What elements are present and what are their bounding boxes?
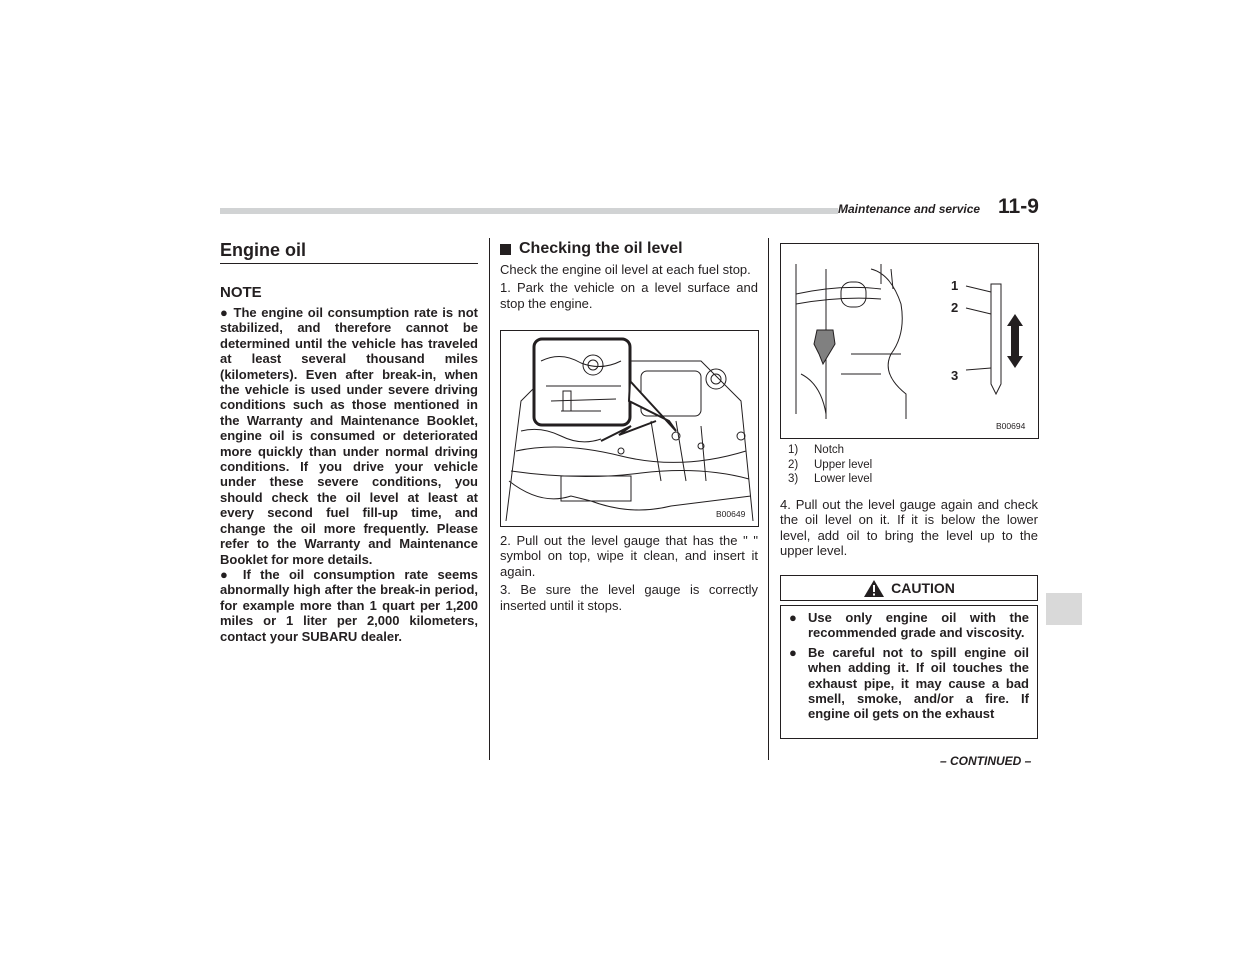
- dipstick-figure: [780, 243, 1039, 439]
- subsection-title: Checking the oil level: [519, 240, 683, 257]
- bullet-icon: ●: [789, 610, 797, 625]
- step-intro: Check the engine oil level at each fuel stop.: [500, 262, 751, 277]
- dipstick-illustration: [781, 244, 1038, 438]
- continued-label: – CONTINUED –: [940, 754, 1032, 768]
- step-1: 1. Park the vehicle on a level surface and stop the engine.: [500, 280, 758, 311]
- page-number: 11-9: [998, 195, 1039, 218]
- header-section-title: Maintenance and service: [838, 202, 981, 216]
- step-4: 4. Pull out the level gauge again and check the oil level on it. If it is below the lower level, add oil to bring the level up to the upper level.: [780, 497, 1038, 559]
- engine-bay-illustration: [501, 331, 758, 526]
- step-3: 3. Be sure the level gauge is correctly inserted until it stops.: [500, 582, 758, 613]
- callout-2: 2: [951, 300, 959, 315]
- warning-triangle-icon: [863, 579, 885, 598]
- subsection-heading: [500, 240, 758, 258]
- figure-code: B00694: [996, 421, 1026, 431]
- section-heading: Engine oil: [220, 240, 478, 264]
- column-divider: [489, 238, 490, 760]
- legend-item: 3) Lower level: [788, 473, 873, 485]
- figure-legend: [780, 443, 1038, 487]
- caution-title: CAUTION: [891, 580, 955, 596]
- callout-1: 1: [951, 278, 959, 293]
- note-paragraph-1: ● The engine oil consumption rate is not stabilized, and therefore cannot be determined until the vehicle has traveled at least several thousand miles (kilometers). Even after break-in, when the vehicle is used under severe driving conditions such as those mentioned in the Warranty and Maintenance Booklet, engine oil is consumed or deteriorated more quickly than under normal driving conditions. If you drive your vehicle under these severe conditions, you should check the oil level at least at every second fuel fill-up time, and change the oil more frequently. Please refer to the Warranty and Maintenance Booklet for more details.: [220, 305, 478, 567]
- caution-item: ● Use only engine oil with the recommended grade and viscosity.: [789, 610, 1029, 641]
- caution-body: [780, 605, 1038, 739]
- note-paragraph-2: ● If the oil consumption rate seems abnormally high after the break-in period, for example more than 1 quart per 1,200 miles or 1 liter per 2,000 kilometers, contact your SUBARU dealer.: [220, 566, 478, 644]
- square-bullet-icon: [500, 244, 511, 255]
- bullet-icon: ●: [789, 644, 797, 660]
- note-heading: NOTE: [220, 284, 262, 301]
- column-divider: [768, 238, 769, 760]
- legend-item: 1) Notch: [788, 444, 845, 456]
- engine-bay-figure: [500, 330, 759, 527]
- column-engine-oil: [220, 240, 478, 644]
- header-bar: [220, 208, 838, 214]
- column-checking: [500, 240, 758, 314]
- caution-header: [780, 575, 1038, 601]
- step-2: 2. Pull out the level gauge that has the " " symbol on top, wipe it clean, and insert it again.: [500, 533, 758, 579]
- callout-3: 3: [951, 368, 959, 383]
- steps-continued: [500, 533, 758, 616]
- caution-item: ● Be careful not to spill engine oil when adding it. If oil touches the exhaust pipe, it may cause a bad smell, smoke, and/or a fire. If engine oil gets on the exhaust: [789, 644, 1029, 722]
- legend-item: 2) Upper level: [788, 458, 873, 471]
- section-tab: [1046, 593, 1082, 625]
- figure-code: B00649: [716, 509, 746, 519]
